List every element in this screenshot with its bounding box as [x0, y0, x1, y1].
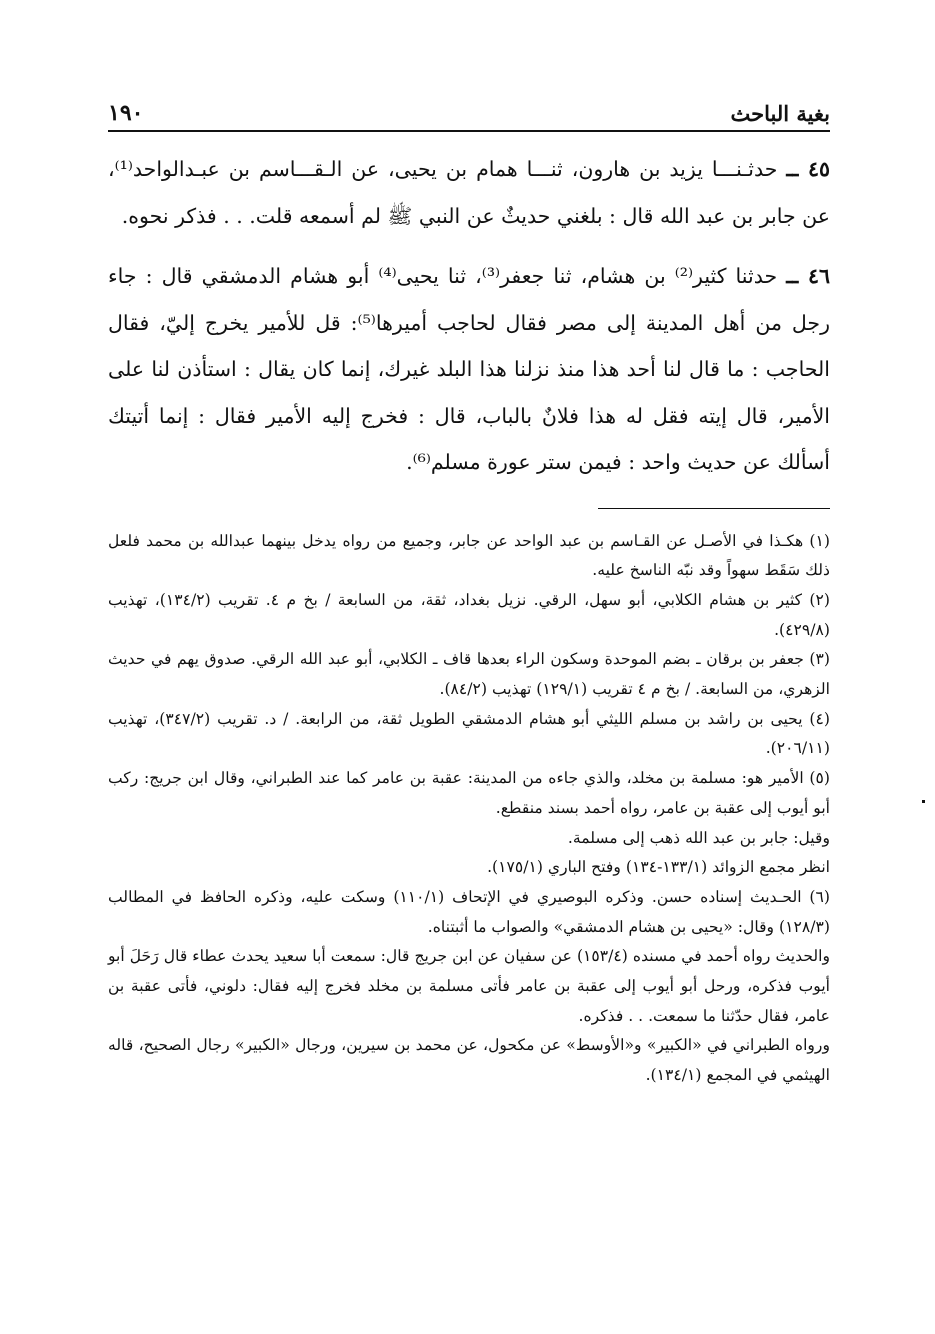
- footnote-5-note-a: وقيل: جابر بن عبد الله ذهب إلى مسلمة.: [567, 828, 830, 847]
- footnote-separator: [598, 508, 830, 509]
- hadith-text: حدثـنـــا يزيد بن هارون، ثنـــا همام بن يحيى، عن الـقـــاسم بن عبـدالواحد⁽¹⁾، عن جابر بن عبد الله قال : بلغني حديثٌ عن النبي ﷺ لم أسمعه قلت. . . فذكر نحوه.: [108, 157, 830, 228]
- footnote-6: (٦) الحـديث إسناده حسن. وذكره البوصيري في الإتحاف (١١٠/١) وسكت عليه، وذكره الحافظ في المطالب (١٢٨/٣) وقال: «يحيى بن هشام الدمشقي» والصواب ما أثبتناه.: [108, 887, 830, 936]
- footnote-6-note-b: ورواه الطبراني في «الكبير» و«الأوسط» عن مكحول، عن محمد بن سيرين، ورجال «الكبير» رجال الصحيح، قاله الهيثمي في المجمع (١٣٤/١).: [108, 1036, 830, 1085]
- footnote-6-note-a: والحديث رواه أحمد في مسنده (١٥٣/٤) عن سفيان عن ابن جريج قال: سمعت أبا سعيد يحدث عطاء قال رَحَلَ أبو أيوب فذكره، ورحل أبو أيوب إلى عقبة بن عامر فأتى مسلمة بن مخلد فخرج إليه فقال: دلوني، فأتى عقبة بن عامر، فقال حدّثنا ما سمعت. . . فذكره.: [108, 947, 830, 1025]
- running-header: [108, 88, 830, 132]
- footnote-3: (٣) جعفر بن برقان ـ بضم الموحدة وسكون الراء بعدها قاف ـ الكلابي، أبو عبد الله الرقي. صدوق يهم في حديث الزهري، من السابعة. / بخ م ٤ تقريب (١٢٩/١) تهذيب (٨٤/٢).: [108, 650, 830, 699]
- hadith-number: ٤٦ ــ: [786, 264, 830, 288]
- footnote-1: (١) هكـذا في الأصـل عن القـاسم بن عبد الواحد عن جابر، وجميع من رواه يدخل بينهما عبدالله بن محمد فلعل ذلك سَقَط سهواً وقد نبّه الناسخ عليه.: [108, 531, 830, 580]
- hadith-46: [108, 253, 830, 486]
- footnotes: [108, 527, 830, 1091]
- page-number: ١٩٠: [108, 100, 144, 126]
- hadith-45: [108, 146, 830, 239]
- book-title: بغية الباحث: [730, 101, 830, 126]
- footnote-2: (٢) كثير بن هشام الكلابي، أبو سهل، الرقي. نزيل بغداد، ثقة، من السابعة / بخ م ٤. تقريب (١٣٤/٢)، تهذيب (٤٢٩/٨).: [108, 590, 830, 639]
- hadith-number: ٤٥ ــ: [786, 157, 830, 181]
- page: [108, 88, 830, 1091]
- main-text: [108, 146, 830, 486]
- footnote-5-note-b: انظر مجمع الزوائد (١٣٣/١-١٣٤) وفتح الباري (١٧٥/١).: [487, 858, 830, 877]
- hadith-text: حدثنا كثير⁽²⁾ بن هشام، ثنا جعفر⁽³⁾، ثنا يحيى⁽⁴⁾ أبو هشام الدمشقي قال : جاء رجل من أهل المدينة إلى مصر فقال لحاجب أميرها⁽⁵⁾: قل للأمير يخرج إليّ، فقال الحاجب : ما قال لنا أحد هذا منذ نزلنا هذا البلد غيرك، إنما كان يقال : استأذن لنا على الأمير، قال إيته فقل له هذا فلانٌ بالباب، قال : فخرج إليه الأمير فقال : إنما أتيتك أسألك عن حديث واحد : فيمن ستر عورة مسلم⁽⁶⁾.: [108, 264, 830, 474]
- footnote-5: (٥) الأمير هو: مسلمة بن مخلد، والذي جاءه من المدينة: عقبة بن عامر كما عند الطبراني، وقال ابن جريج: ركب أبو أيوب إلى عقبة بن عامر، رواه أحمد بسند منقطع.: [108, 769, 830, 817]
- footnote-4: (٤) يحيى بن راشد بن مسلم الليثي أبو هشام الدمشقي الطويل ثقة، من الرابعة. / د. تقريب (٣٤٧/٢)، تهذيب (٢٠٦/١١).: [108, 709, 830, 758]
- scan-speck: [922, 800, 925, 803]
